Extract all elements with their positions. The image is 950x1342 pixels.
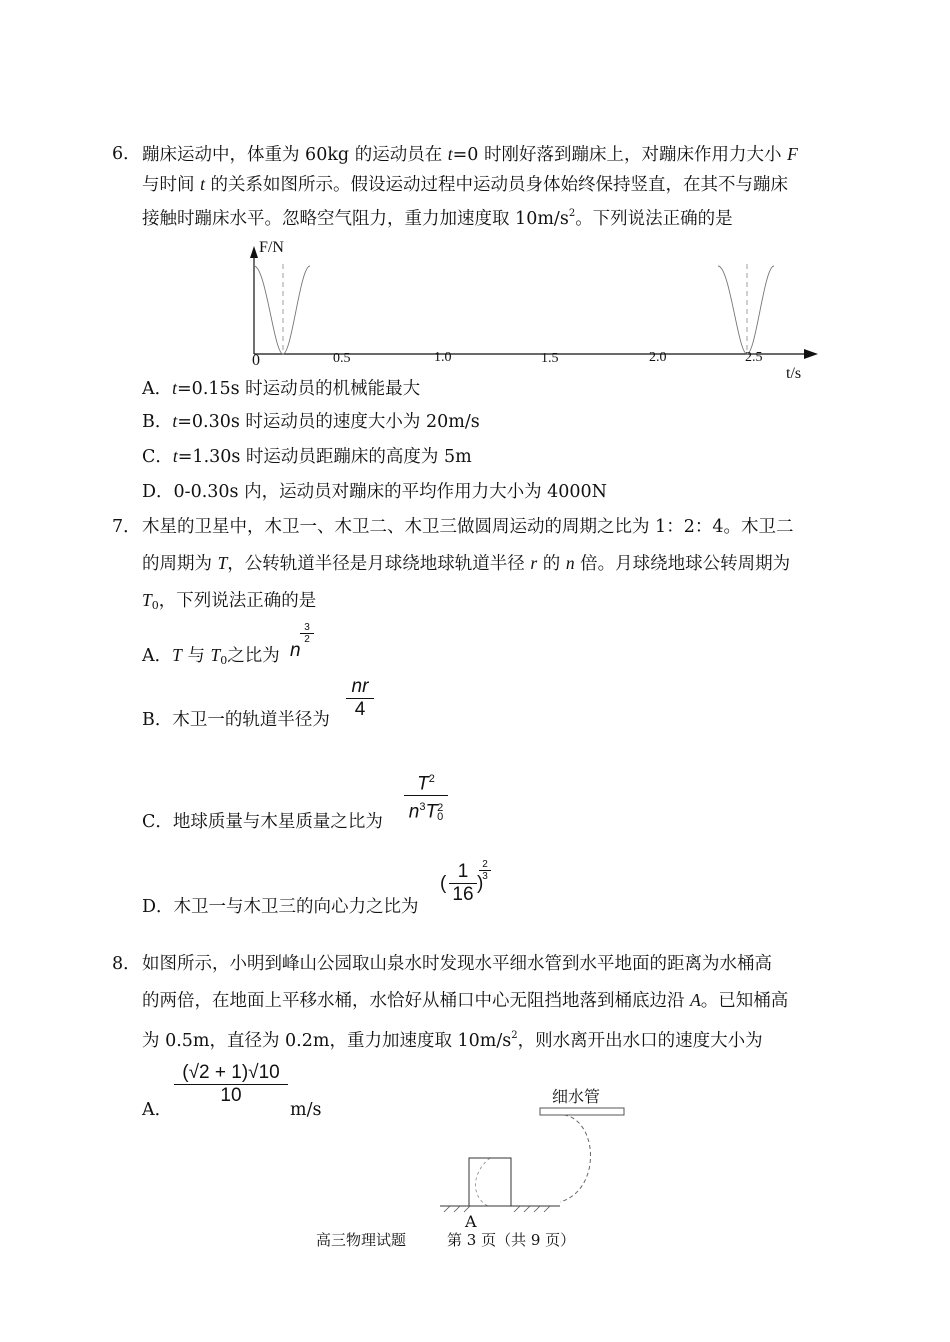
q8-option-a-key: A． xyxy=(142,1100,173,1120)
origin-label: 0 xyxy=(252,352,260,369)
exponent-denominator: 3 xyxy=(479,870,491,882)
fraction-denominator: 16 xyxy=(449,883,477,906)
q7-text: 木星的卫星中，木卫一、木卫二、木卫三做圆周运动的周期之比为 1：2：4。木卫二 xyxy=(142,517,794,537)
option-key: A． xyxy=(142,379,173,399)
exponent-numerator: 3 xyxy=(304,622,310,633)
exponent: 2 xyxy=(511,1030,518,1041)
x-axis-label: t/s xyxy=(786,365,802,382)
force-curve-1 xyxy=(254,266,310,354)
option-text: 之比为 xyxy=(227,646,280,666)
water-trajectory-inner xyxy=(476,1158,491,1206)
fraction-denominator: 10 xyxy=(174,1084,288,1107)
q8-text: 。已知桶高 xyxy=(700,991,789,1011)
exponent: 2 xyxy=(568,208,576,219)
q6-option-d xyxy=(142,480,607,504)
tick-label: 2.0 xyxy=(649,350,667,365)
q8-line-2 xyxy=(142,988,788,1013)
fraction-1-over-16 xyxy=(449,861,477,906)
subscript: 0 xyxy=(437,810,444,823)
subscript: 0 xyxy=(151,599,159,612)
var-T: T xyxy=(210,645,221,665)
q8-bucket-figure xyxy=(440,1104,640,1224)
q8-number: 8． xyxy=(112,954,141,974)
q7-option-c xyxy=(142,810,383,834)
exponent: 3 xyxy=(419,801,426,814)
q6-text: 。下列说法正确的是 xyxy=(575,209,733,229)
tick-label: 0.5 xyxy=(333,351,351,366)
q7-text: 的周期为 xyxy=(142,554,218,574)
var-t: t xyxy=(172,446,178,466)
q7-text: ，公转轨道半径是月球绕地球轨道半径 xyxy=(227,554,531,574)
force-curve-2 xyxy=(718,266,774,354)
var-T: T xyxy=(142,590,152,610)
q8-text: 如图所示，小明到峰山公园取山泉水时发现水平细水管到水平地面的距离为水桶高 xyxy=(142,954,772,974)
fraction-denominator xyxy=(404,795,448,823)
footer-page-number: 第 3 页（共 9 页） xyxy=(447,1231,576,1249)
q6-text: 与时间 xyxy=(142,175,201,195)
option-text: =0.30s 时运动员的速度大小为 20m/s xyxy=(177,412,480,432)
subscript: 0 xyxy=(220,654,228,667)
tick-label: 1.5 xyxy=(541,351,559,366)
tick-label: 2.5 xyxy=(745,350,763,365)
fraction-mass-ratio xyxy=(404,768,448,824)
power-base: n xyxy=(290,640,301,661)
q6-option-b xyxy=(142,409,480,434)
point-a-label: A xyxy=(465,1212,477,1231)
var-T: T xyxy=(172,645,182,665)
q6-text: 蹦床运动中，体重为 60kg 的运动员在 xyxy=(142,145,448,165)
q8-text: ，则水离开出水口的速度大小为 xyxy=(517,1031,763,1051)
exponent: 2 xyxy=(428,773,435,785)
var-n: n xyxy=(408,801,420,823)
right-paren: ) xyxy=(477,873,484,894)
exponent: 2 xyxy=(437,801,444,814)
q7-text: 的 xyxy=(537,554,566,574)
option-text: =1.30s 时运动员距蹦床的高度为 5m xyxy=(177,447,472,467)
var-T: T xyxy=(425,801,438,823)
fraction-numerator: nr xyxy=(351,676,369,697)
y-axis-label: F/N xyxy=(259,239,284,256)
fractional-exponent xyxy=(300,622,314,645)
water-trajectory xyxy=(560,1115,591,1202)
fractional-exponent xyxy=(479,859,491,882)
water-bucket xyxy=(469,1158,511,1206)
option-key: B． xyxy=(142,412,173,432)
exponent-numerator: 2 xyxy=(482,859,488,870)
var-T: T xyxy=(417,773,429,795)
q6-line-2 xyxy=(142,172,788,197)
q6-number: 6． xyxy=(112,144,141,164)
q7-text: ，下列说法正确的是 xyxy=(158,591,317,611)
exponent-denominator: 2 xyxy=(300,633,314,645)
water-pipe xyxy=(540,1108,624,1115)
var-t: t xyxy=(200,174,205,194)
q7-option-a xyxy=(142,643,280,673)
q7-text: 倍。月球绕地球公转周期为 xyxy=(574,554,791,574)
option-text: 木卫一的轨道半径为 xyxy=(172,710,330,730)
q6-line-3 xyxy=(142,202,733,231)
q7-option-d xyxy=(142,895,419,919)
q6-text: 接触时蹦床水平。忽略空气阻力，重力加速度取 10m/s xyxy=(142,209,569,229)
fraction-numerator: (√2 + 1)√10 xyxy=(182,1062,280,1083)
option-key: A． xyxy=(142,646,173,666)
option-key: B． xyxy=(142,710,173,730)
var-t: t xyxy=(172,411,178,431)
var-A: A xyxy=(690,990,701,1010)
option-text: 0-0.30s 内，运动员对蹦床的平均作用力大小为 4000N xyxy=(173,482,607,502)
option-text: 木卫一与木卫三的向心力之比为 xyxy=(173,897,419,917)
ground-hatching xyxy=(444,1206,550,1212)
velocity-unit: m/s xyxy=(290,1100,322,1120)
left-paren: ( xyxy=(440,873,447,894)
q7-line-2 xyxy=(142,551,790,576)
fraction-numerator: 1 xyxy=(457,861,469,882)
fraction-nr-over-4 xyxy=(346,676,374,721)
exponent-and-subscript xyxy=(437,801,444,823)
q8-text: 为 0.5m，直径为 0.2m，重力加速度取 10m/s xyxy=(142,1031,512,1051)
option-key: C． xyxy=(142,812,173,832)
option-text: 与 xyxy=(181,646,211,666)
q7-option-b xyxy=(142,708,330,732)
pipe-label: 细水管 xyxy=(552,1087,601,1106)
q8-line-3 xyxy=(142,1024,763,1053)
q7-line-3 xyxy=(142,588,316,618)
q8-text: 的两倍，在地面上平移水桶，水恰好从桶口中心无阻挡地落到桶底边沿 xyxy=(142,991,691,1011)
fraction-velocity xyxy=(174,1062,288,1107)
tick-label: 1.0 xyxy=(434,350,452,365)
q6-option-a xyxy=(142,376,420,401)
var-r: r xyxy=(530,553,538,573)
var-n: n xyxy=(565,553,575,573)
fraction-denominator: 4 xyxy=(346,698,374,721)
var-t: t xyxy=(172,378,178,398)
fraction-numerator xyxy=(404,768,448,795)
q7-number: 7． xyxy=(112,517,141,537)
option-key: D． xyxy=(142,482,174,502)
q6-text: =0 时刚好落到蹦床上，对蹦床作用力大小 xyxy=(452,145,788,165)
q7-line-1 xyxy=(142,515,793,539)
option-key: C． xyxy=(142,447,173,467)
y-axis-arrow xyxy=(250,246,258,258)
x-axis-arrow xyxy=(804,349,818,359)
option-key: D． xyxy=(142,897,174,917)
q6-line-1 xyxy=(142,142,798,167)
q8-line-1 xyxy=(142,952,772,976)
option-text: =0.15s 时运动员的机械能最大 xyxy=(177,379,421,399)
var-t: t xyxy=(447,144,453,164)
var-F: F xyxy=(787,144,798,164)
footer-subject: 高三物理试题 xyxy=(316,1231,407,1249)
option-text: 地球质量与木星质量之比为 xyxy=(172,812,383,832)
var-T: T xyxy=(217,553,228,573)
q6-option-c xyxy=(142,444,472,469)
q6-text: 的关系如图所示。假设运动过程中运动员身体始终保持竖直，在其不与蹦床 xyxy=(204,175,789,195)
